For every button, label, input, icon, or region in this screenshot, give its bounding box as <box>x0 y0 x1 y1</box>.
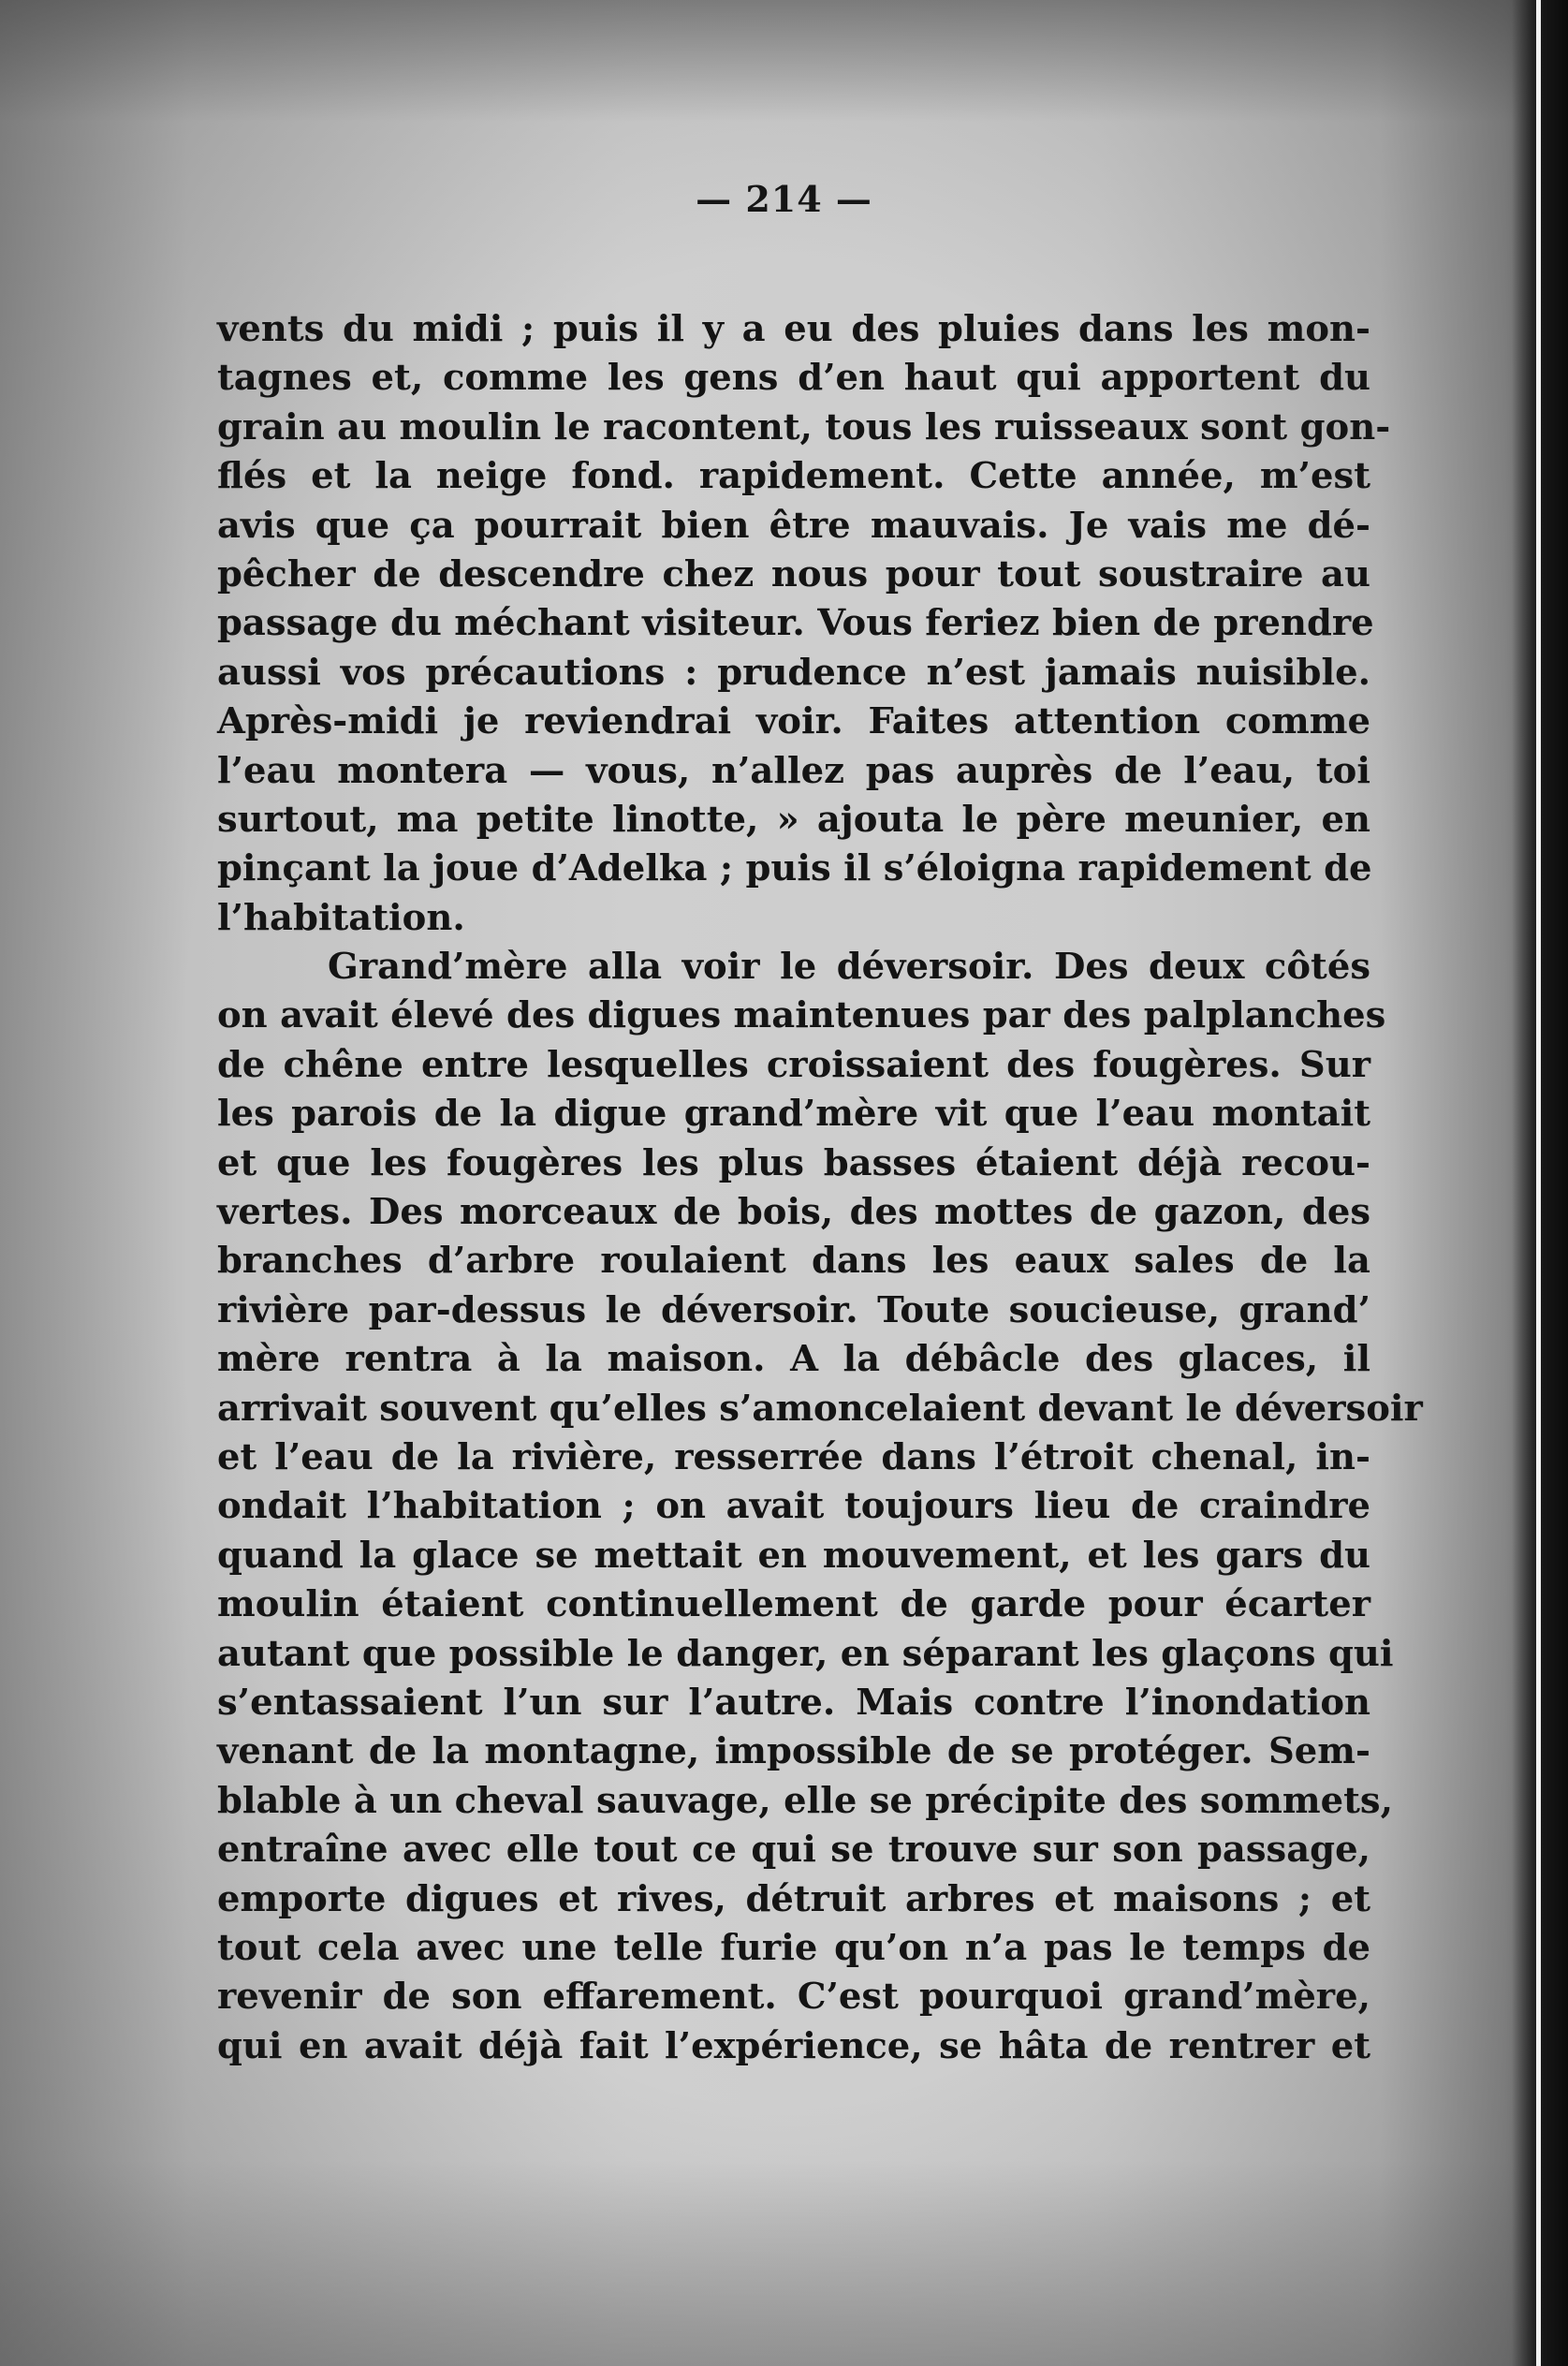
text-line: venant de la montagne, impossible de se protéger. Sem- <box>217 1730 1370 1773</box>
text-line: Grand’mère alla voir le déversoir. Des deux côtés <box>328 946 1370 989</box>
text-line: entraîne avec elle tout ce qui se trouve sur son passage, <box>217 1829 1370 1872</box>
page-edge-line <box>1536 0 1541 2366</box>
text-line: blable à un cheval sauvage, elle se précipite des sommets, <box>217 1779 1393 1822</box>
text-line: tagnes et, comme les gens d’en haut qui apportent du <box>217 357 1370 400</box>
text-line: on avait élevé des digues maintenues par des palplanches <box>217 994 1386 1037</box>
text-line: l’habitation. <box>217 896 465 939</box>
text-line: s’entassaient l’un sur l’autre. Mais contre l’inondation <box>217 1681 1370 1724</box>
text-line: l’eau montera — vous, n’allez pas auprès de l’eau, toi <box>217 749 1370 792</box>
text-line: revenir de son effarement. C’est pourquoi grand’mère, <box>217 1976 1370 2019</box>
top-shadow <box>0 0 1535 122</box>
text-line: avis que ça pourrait bien être mauvais. Je vais me dé- <box>217 504 1370 547</box>
text-line: aussi vos précautions : prudence n’est jamais nuisible. <box>217 651 1370 694</box>
text-line: grain au moulin le racontent, tous les ruisseaux sont gon- <box>217 405 1391 448</box>
text-line: passage du méchant visiteur. Vous feriez bien de prendre <box>217 602 1374 645</box>
text-line: rivière par-dessus le déversoir. Toute soucieuse, grand’ <box>217 1288 1370 1331</box>
text-line: tout cela avec une telle furie qu’on n’a pas le temps de <box>217 1926 1370 1969</box>
text-line: pêcher de descendre chez nous pour tout soustraire au <box>217 552 1370 595</box>
text-line: vents du midi ; puis il y a eu des pluies dans les mon- <box>217 308 1370 350</box>
body-text <box>217 305 1423 2071</box>
text-line: autant que possible le danger, en séparant les glaçons qui <box>217 1632 1394 1675</box>
text-line: les parois de la digue grand’mère vit que l’eau montait <box>217 1093 1370 1136</box>
text-line: qui en avait déjà fait l’expérience, se hâta de rentrer et <box>217 2024 1370 2067</box>
text-line: et que les fougères les plus basses étaient déjà recou- <box>217 1141 1370 1184</box>
text-line: arrivait souvent qu’elles s’amoncelaient devant le déversoir <box>217 1387 1423 1430</box>
text-line: et l’eau de la rivière, resserrée dans l’étroit chenal, in- <box>217 1435 1370 1478</box>
text-line: de chêne entre lesquelles croissaient des fougères. Sur <box>217 1043 1370 1086</box>
page-number: — 214 — <box>696 178 872 220</box>
text-line: Après-midi je reviendrai voir. Faites attention comme <box>217 700 1370 743</box>
text-line: quand la glace se mettait en mouvement, et les gars du <box>217 1534 1370 1577</box>
text-line: vertes. Des morceaux de bois, des mottes de gazon, des <box>217 1191 1370 1234</box>
text-line: mère rentra à la maison. A la débâcle des glaces, il <box>217 1338 1370 1381</box>
text-line: ondait l’habitation ; on avait toujours lieu de craindre <box>217 1485 1370 1528</box>
text-line: pinçant la joue d’Adelka ; puis il s’éloigna rapidement de <box>217 847 1372 890</box>
text-line: branches d’arbre roulaient dans les eaux sales de la <box>217 1240 1370 1283</box>
text-line: surtout, ma petite linotte, » ajouta le père meunier, en <box>217 798 1370 841</box>
text-line: flés et la neige fond. rapidement. Cette année, m’est <box>217 455 1370 498</box>
bottom-shadow <box>0 2160 1535 2366</box>
text-line: moulin étaient continuellement de garde pour écarter <box>217 1583 1370 1626</box>
text-line: emporte digues et rives, détruit arbres et maisons ; et <box>217 1877 1370 1920</box>
